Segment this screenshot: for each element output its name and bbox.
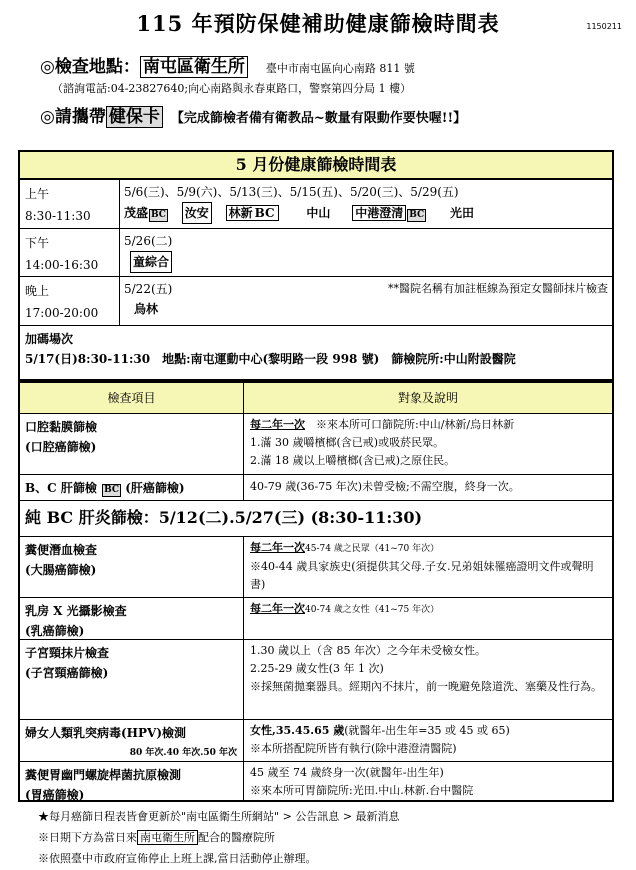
item-name: 婦女人類乳突病毒(HPV)檢測 bbox=[25, 726, 187, 740]
period-label: 晚上 bbox=[25, 284, 50, 298]
location-line bbox=[40, 52, 415, 77]
desc: (就醫年-出生年=35 或 45 或 65) bbox=[344, 724, 510, 737]
extra-label: 加碼場次 bbox=[25, 332, 74, 346]
bc-badge: BC bbox=[104, 485, 119, 495]
row-hepatitis bbox=[20, 475, 612, 501]
screening-header bbox=[20, 383, 612, 414]
hospital-item: 茂盛 BC bbox=[124, 206, 166, 220]
note: ※40-44 歲具家族史(須提供其父母.子女.兄弟姐妹罹癌證明文件或聲明書) bbox=[250, 560, 594, 591]
criteria-1: 1.30 歲以上（含 85 年次）之今年未受檢女性。 bbox=[250, 644, 486, 657]
footer-line-2: ※日期下方為當日來 南屯衛生所 配合的醫療院所 bbox=[38, 831, 275, 844]
bring-item: 健保卡 bbox=[106, 106, 163, 128]
frequency: 每二年一次 bbox=[250, 602, 305, 615]
row-pap bbox=[20, 640, 612, 720]
row-mammo bbox=[20, 598, 612, 640]
hospital-item: 光田 bbox=[450, 206, 475, 220]
screening-table bbox=[18, 381, 614, 802]
row-pure-bc bbox=[20, 501, 612, 537]
criteria-2: 2.滿 18 歲以上嚼檳榔(含已戒)之原住民。 bbox=[250, 454, 456, 467]
item-name: 子宮頸抹片檢查 bbox=[25, 646, 110, 660]
desc: 45-74 歲之民眾（41~70 年次） bbox=[305, 544, 440, 554]
desc: 45 歲至 74 歲終身一次(就醫年-出生年) bbox=[250, 766, 444, 779]
frequency: 每二年一次 bbox=[250, 418, 305, 431]
item-sub: 80 年次.40 年次.50 年次 bbox=[129, 748, 237, 758]
note: ※來本所可口篩院所:中山/林新/烏日林新 bbox=[316, 418, 515, 431]
schedule-title: 5 月份健康篩檢時間表 bbox=[20, 152, 612, 180]
footer-boxed-name: 南屯衛生所 bbox=[137, 830, 198, 845]
period-label: 上午 bbox=[25, 187, 50, 201]
schedule-dates: 5/22(五) bbox=[124, 282, 173, 296]
row-hpv bbox=[20, 720, 612, 762]
item-name: B、C 肝篩檢 bbox=[25, 481, 97, 495]
col-header-desc: 對象及說明 bbox=[397, 391, 458, 405]
footer-line-1: ★每月癌篩日程表皆會更新於"南屯區衛生所網站" > 公告訊息 > 最新消息 bbox=[38, 810, 400, 823]
row-fecal bbox=[20, 537, 612, 598]
item-sub: (肝癌篩檢) bbox=[125, 481, 185, 495]
period-time: 14:00-16:30 bbox=[25, 258, 99, 272]
hospital-list bbox=[124, 202, 608, 224]
criteria-1: 1.滿 30 歲嚼檳榔(含已戒)或吸菸民眾。 bbox=[250, 436, 445, 449]
hospital-item: 中山 bbox=[306, 206, 331, 220]
period-time: 17:00-20:00 bbox=[25, 306, 99, 320]
period-cell bbox=[20, 229, 120, 276]
schedule-row-afternoon bbox=[20, 229, 612, 277]
page-title: 115 年預防保健補助健康篩檢時間表 bbox=[136, 11, 500, 36]
period-label: 下午 bbox=[25, 236, 50, 250]
note: ※本所搭配院所皆有執行(除中港澄清醫院) bbox=[250, 742, 457, 755]
bring-label: ◎請攜帶 bbox=[40, 107, 106, 127]
hospital-item: 林新 BC bbox=[226, 203, 279, 223]
female-doctor-note: **醫院名稱有加註框線為預定女醫師抹片檢查 bbox=[388, 282, 608, 295]
bc-badge: BC bbox=[151, 210, 166, 220]
row-oral bbox=[20, 414, 612, 475]
hospital-item: 童綜合 bbox=[130, 251, 172, 273]
item-name: 糞便胃幽門螺旋桿菌抗原檢測 bbox=[25, 768, 182, 782]
criteria-2: 2.25-29 歲女性(3 年 1 次) bbox=[250, 662, 384, 675]
bc-badge: BC bbox=[409, 210, 425, 220]
bc-badge: BC bbox=[254, 206, 275, 220]
period-time: 8:30-11:30 bbox=[25, 209, 91, 223]
schedule-dates: 5/6(三)、5/9(六)、5/13(三)、5/15(五)、5/20(三)、5/29(五) bbox=[124, 185, 459, 199]
footer-line-3: ※依照臺中市政府宣佈停止上班上課,當日活動停止辦理。 bbox=[38, 852, 317, 865]
item-name: 口腔黏膜篩檢 bbox=[25, 420, 98, 434]
pure-bc-line: 純 BC 肝炎篩檢：5/12(二).5/27(三) (8:30-11:30) bbox=[25, 508, 423, 527]
period-cell bbox=[20, 277, 120, 325]
extra-line: 5/17(日)8:30-11:30 地點:南屯運動中心(黎明路一段 998 號) 篩檢院所:中山附設醫院 bbox=[25, 352, 516, 366]
hospital-item: 汝安 bbox=[182, 202, 212, 224]
extra-session bbox=[20, 326, 612, 379]
schedule-row-evening bbox=[20, 277, 612, 326]
hospital-item: 烏林 bbox=[134, 302, 159, 316]
row-hp bbox=[20, 762, 612, 800]
location-name: 南屯區衛生所 bbox=[140, 56, 248, 78]
note: ※採無菌拋棄器具。經期內不抹片，前一晚避免陰道洗、塞藥及性行為。 bbox=[250, 680, 602, 693]
desc: 40-74 歲之女性（41~75 年次） bbox=[305, 605, 440, 615]
item-name: 糞便潛血檢查 bbox=[25, 543, 98, 557]
schedule-row-morning bbox=[20, 180, 612, 229]
period-cell bbox=[20, 180, 120, 228]
item-sub: (子宮頸癌篩檢) bbox=[25, 666, 109, 680]
bring-note: 【完成篩檢者備有衛教品~數量有限動作要快喔!!】 bbox=[170, 111, 467, 126]
note: ※來本所可胃篩院所:光田.中山.林新.台中醫院 bbox=[250, 784, 474, 797]
item-sub: (胃癌篩檢) bbox=[25, 788, 85, 802]
item-sub: (口腔癌篩檢) bbox=[25, 440, 97, 454]
item-name: 乳房 X 光攝影檢查 bbox=[25, 604, 127, 618]
item-sub: (大腸癌篩檢) bbox=[25, 563, 97, 577]
document-number: 1150211 bbox=[586, 22, 622, 31]
item-sub: (乳癌篩檢) bbox=[25, 624, 85, 638]
schedule-table bbox=[18, 150, 614, 381]
schedule-dates: 5/26(二) bbox=[124, 234, 173, 248]
location-address: 臺中市南屯區向心南路 811 號 bbox=[265, 62, 415, 75]
phone-line: （諮詢電話:04-23827640;向心南路與永春東路口，警察第四分局 1 樓） bbox=[52, 82, 412, 95]
desc: 40-79 歲(36-75 年次)未曾受檢;不需空腹，終身一次。 bbox=[250, 480, 520, 493]
col-header-item: 檢查項目 bbox=[20, 383, 244, 413]
location-label: ◎檢查地點： bbox=[40, 57, 140, 77]
frequency: 每二年一次 bbox=[250, 541, 305, 554]
hospital-item: 中港澄清 BC bbox=[352, 203, 426, 223]
bring-line bbox=[40, 102, 466, 127]
desc-bold: 女性,35.45.65 歲 bbox=[250, 724, 345, 737]
